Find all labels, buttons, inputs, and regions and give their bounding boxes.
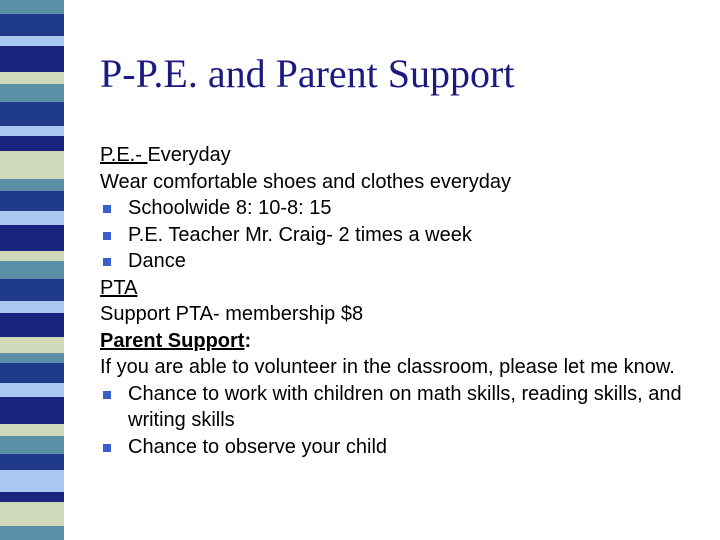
list-item [100,434,700,461]
decorative-stripe [0,353,64,363]
parent-support-heading [100,328,700,355]
decorative-stripe [0,424,64,436]
decorative-stripe [0,502,64,526]
square-bullet-icon [103,258,111,266]
decorative-stripe [0,383,64,397]
decorative-stripe [0,397,64,425]
pe-label: P.E.- [100,144,148,166]
decorative-stripe [0,251,64,261]
decorative-stripe [0,179,64,191]
decorative-stripe [0,526,64,540]
decorative-stripe [0,0,64,14]
square-bullet-icon [103,444,111,452]
pe-line [100,142,700,169]
list-item-text: Schoolwide 8: 10-8: 15 [128,197,332,219]
decorative-stripe [0,261,64,279]
decorative-stripe-bar [0,0,64,540]
decorative-stripe [0,363,64,383]
decorative-stripe [0,211,64,225]
list-item [100,222,700,249]
decorative-stripe [0,454,64,470]
square-bullet-icon [103,391,111,399]
decorative-stripe [0,191,64,211]
pta-line: Support PTA- membership $8 [100,303,364,325]
slide-title: P-P.E. and Parent Support [100,51,515,96]
decorative-stripe [0,492,64,502]
list-item [100,195,700,222]
decorative-stripe [0,225,64,251]
list-item [100,248,700,275]
pta-heading: PTA [100,276,138,299]
decorative-stripe [0,102,64,126]
square-bullet-icon [103,205,111,213]
decorative-stripe [0,470,64,492]
list-item-text: Dance [128,250,186,272]
decorative-stripe [0,46,64,72]
decorative-stripe [0,279,64,301]
slide-body [100,142,700,460]
decorative-stripe [0,136,64,152]
square-bullet-icon [103,232,111,240]
decorative-stripe [0,36,64,46]
list-item-text: Chance to work with children on math skills, reading skills, and writing skills [128,382,682,431]
decorative-stripe [0,436,64,454]
decorative-stripe [0,84,64,102]
decorative-stripe [0,14,64,36]
pe-rest: Everyday [147,144,231,166]
parent-support-colon: : [244,329,252,352]
decorative-stripe [0,301,64,313]
decorative-stripe [0,313,64,337]
list-item-text: P.E. Teacher Mr. Craig- 2 times a week [128,223,472,246]
list-item [100,381,700,434]
volunteer-line: If you are able to volunteer in the classroom, please let me know. [100,356,675,378]
decorative-stripe [0,151,64,179]
decorative-stripe [0,126,64,136]
decorative-stripe [0,337,64,353]
wear-line: Wear comfortable shoes and clothes everyday [100,170,511,193]
list-item-text: Chance to observe your child [128,435,388,458]
decorative-stripe [0,72,64,84]
parent-support-label: Parent Support [100,329,245,352]
